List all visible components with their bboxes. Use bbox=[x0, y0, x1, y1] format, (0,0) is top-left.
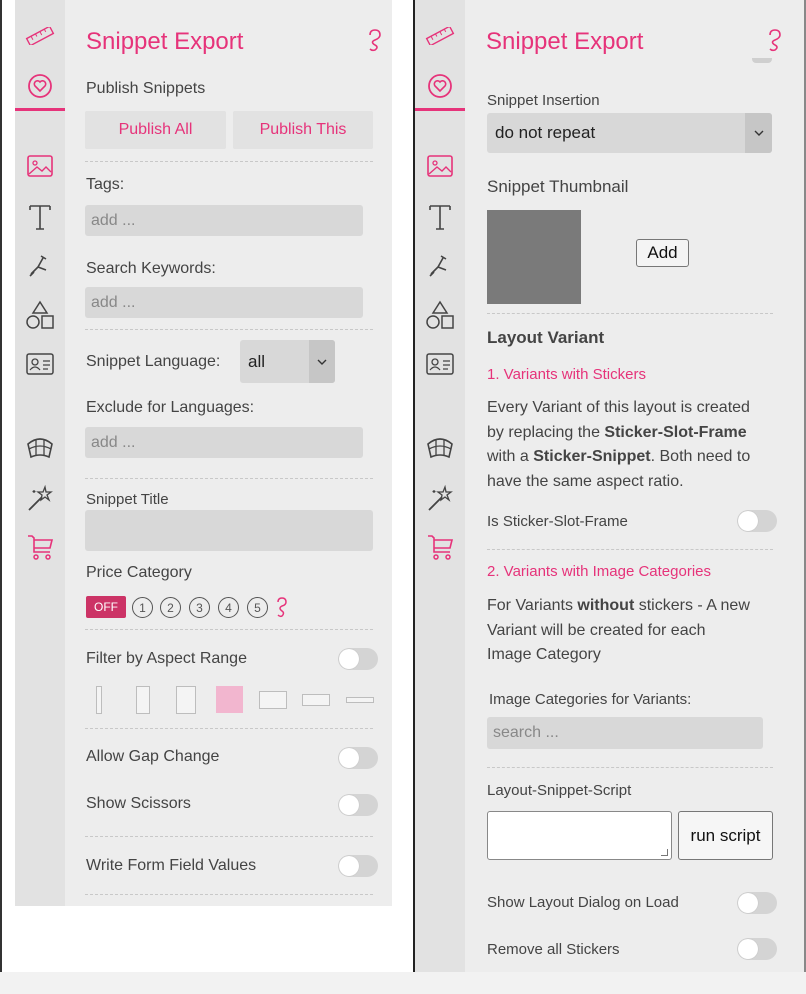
price-level-4[interactable]: 4 bbox=[218, 597, 239, 618]
categories-description bbox=[487, 594, 750, 668]
publish-all-button[interactable]: Publish All bbox=[85, 111, 226, 149]
gap-change-label: Allow Gap Change bbox=[86, 748, 220, 765]
ruler-icon[interactable] bbox=[415, 20, 465, 52]
show-scissors-toggle[interactable] bbox=[338, 794, 378, 816]
image-categories-search-input[interactable]: search ... bbox=[487, 717, 763, 749]
keywords-input[interactable]: add ... bbox=[85, 287, 363, 318]
price-category-label: Price Category bbox=[86, 564, 192, 581]
gap-change-toggle[interactable] bbox=[338, 747, 378, 769]
selected-tool-indicator bbox=[15, 108, 65, 111]
categories-description-line-2: Variant will be created for each bbox=[487, 621, 706, 639]
text-icon[interactable] bbox=[415, 201, 465, 233]
pencil-tool-icon[interactable] bbox=[415, 249, 465, 281]
snippet-insertion-value: do not repeat bbox=[495, 123, 596, 142]
divider bbox=[85, 329, 373, 330]
contact-card-icon[interactable] bbox=[15, 348, 65, 380]
snippet-thumbnail-image bbox=[487, 210, 581, 304]
snippet-title-input[interactable] bbox=[85, 510, 373, 551]
panel-title: Snippet Export bbox=[486, 28, 644, 55]
categories-variant-title: 2. Variants with Image Categories bbox=[487, 563, 711, 580]
layout-variant-heading: Layout Variant bbox=[487, 328, 605, 347]
stickers-description bbox=[487, 396, 750, 494]
image-icon[interactable] bbox=[15, 150, 65, 182]
aspect-ratio-option[interactable] bbox=[259, 691, 287, 709]
sticker-slot-frame-toggle[interactable] bbox=[737, 510, 777, 532]
sticker-slot-frame-label: Is Sticker-Slot-Frame bbox=[487, 513, 628, 530]
stickers-description-line-4: have the same aspect ratio. bbox=[487, 472, 684, 490]
show-scissors-label: Show Scissors bbox=[86, 795, 191, 812]
exclude-languages-input[interactable]: add ... bbox=[85, 427, 363, 458]
heart-badge-icon[interactable] bbox=[415, 70, 465, 102]
publish-heading: Publish Snippets bbox=[86, 80, 206, 97]
aspect-range-label: Filter by Aspect Range bbox=[86, 650, 247, 667]
snippet-title-label: Snippet Title bbox=[86, 491, 169, 508]
panel-header bbox=[65, 0, 392, 62]
snippet-thumbnail-label: Snippet Thumbnail bbox=[487, 177, 629, 196]
aspect-ratio-option[interactable] bbox=[96, 686, 102, 714]
panel-header bbox=[465, 0, 804, 62]
price-level-2[interactable]: 2 bbox=[160, 597, 181, 618]
remove-stickers-label: Remove all Stickers bbox=[487, 941, 620, 958]
snippet-language-value: all bbox=[248, 351, 266, 371]
shapes-icon[interactable] bbox=[415, 299, 465, 331]
price-level-3[interactable]: 3 bbox=[189, 597, 210, 618]
aspect-ratio-option[interactable] bbox=[302, 694, 330, 706]
snippet-export-panel-left bbox=[65, 0, 392, 906]
grid-dome-icon[interactable] bbox=[15, 432, 65, 464]
image-icon[interactable] bbox=[415, 150, 465, 182]
scrolled-control-edge bbox=[752, 58, 772, 63]
tool-sidebar bbox=[415, 0, 465, 972]
shapes-icon[interactable] bbox=[15, 299, 65, 331]
remove-stickers-toggle[interactable] bbox=[737, 938, 777, 960]
cart-icon[interactable] bbox=[415, 531, 465, 563]
layout-snippet-script-textarea[interactable] bbox=[487, 811, 672, 860]
divider bbox=[487, 549, 773, 550]
divider bbox=[85, 728, 373, 729]
selected-tool-indicator bbox=[415, 108, 465, 111]
exclude-languages-label: Exclude for Languages: bbox=[86, 399, 255, 416]
price-level-1[interactable]: 1 bbox=[132, 597, 153, 618]
divider bbox=[85, 161, 373, 162]
stickers-description-line-2: by replacing the Sticker-Slot-Frame bbox=[487, 423, 747, 441]
tags-input[interactable]: add ... bbox=[85, 205, 363, 236]
frame-border-left bbox=[0, 0, 2, 994]
ruler-icon[interactable] bbox=[15, 20, 65, 52]
image-categories-label: Image Categories for Variants: bbox=[489, 691, 692, 708]
divider bbox=[85, 478, 373, 479]
price-off-button[interactable]: OFF bbox=[86, 596, 126, 618]
stickers-description-line-1: Every Variant of this layout is created bbox=[487, 399, 750, 416]
aspect-range-toggle[interactable] bbox=[338, 648, 378, 670]
text-icon[interactable] bbox=[15, 201, 65, 233]
aspect-ratio-option[interactable] bbox=[346, 697, 374, 703]
snippet-export-panel-right bbox=[465, 0, 804, 972]
divider bbox=[487, 313, 773, 314]
tool-sidebar bbox=[15, 0, 65, 906]
help-squiggle-icon[interactable] bbox=[275, 596, 289, 623]
chevron-down-icon bbox=[309, 340, 335, 383]
heart-badge-icon[interactable] bbox=[15, 70, 65, 102]
stickers-variant-title: 1. Variants with Stickers bbox=[487, 366, 646, 383]
show-layout-dialog-toggle[interactable] bbox=[737, 892, 777, 914]
chevron-down-icon bbox=[745, 113, 772, 153]
publish-this-button[interactable]: Publish This bbox=[233, 111, 373, 149]
snippet-language-select[interactable] bbox=[240, 340, 335, 383]
snippet-insertion-select[interactable] bbox=[487, 113, 772, 153]
magic-wand-icon[interactable] bbox=[15, 482, 65, 514]
contact-card-icon[interactable] bbox=[415, 348, 465, 380]
divider bbox=[85, 629, 373, 630]
snippet-language-label: Snippet Language: bbox=[86, 353, 221, 370]
add-thumbnail-button[interactable]: Add bbox=[636, 239, 689, 267]
aspect-ratio-option-selected[interactable] bbox=[216, 686, 243, 713]
run-script-button[interactable]: run script bbox=[678, 811, 773, 860]
tags-label: Tags: bbox=[86, 176, 125, 193]
categories-description-line-1: For Variants without stickers - A new bbox=[487, 597, 750, 614]
divider bbox=[85, 836, 373, 837]
categories-description-line-3: Image Category bbox=[487, 646, 601, 663]
divider bbox=[85, 894, 373, 895]
form-field-values-toggle[interactable] bbox=[338, 855, 378, 877]
help-squiggle-icon[interactable] bbox=[366, 28, 384, 57]
stickers-description-line-3: with a Sticker-Snippet. Both need to bbox=[487, 448, 751, 465]
aspect-ratio-option[interactable] bbox=[136, 686, 150, 714]
price-level-5[interactable]: 5 bbox=[247, 597, 268, 618]
keywords-label: Search Keywords: bbox=[86, 260, 216, 277]
show-layout-dialog-label: Show Layout Dialog on Load bbox=[487, 894, 679, 911]
form-field-values-label: Write Form Field Values bbox=[86, 857, 257, 874]
magic-wand-icon[interactable] bbox=[415, 482, 465, 514]
layout-snippet-script-label: Layout-Snippet-Script bbox=[487, 782, 632, 799]
panel-title: Snippet Export bbox=[86, 28, 244, 55]
cart-icon[interactable] bbox=[15, 531, 65, 563]
aspect-ratio-option[interactable] bbox=[176, 686, 196, 714]
snippet-insertion-label: Snippet Insertion bbox=[487, 92, 600, 109]
frame-bottom-strip bbox=[0, 972, 806, 994]
divider bbox=[487, 767, 773, 768]
grid-dome-icon[interactable] bbox=[415, 432, 465, 464]
help-squiggle-icon[interactable] bbox=[766, 28, 784, 57]
pencil-tool-icon[interactable] bbox=[15, 249, 65, 281]
